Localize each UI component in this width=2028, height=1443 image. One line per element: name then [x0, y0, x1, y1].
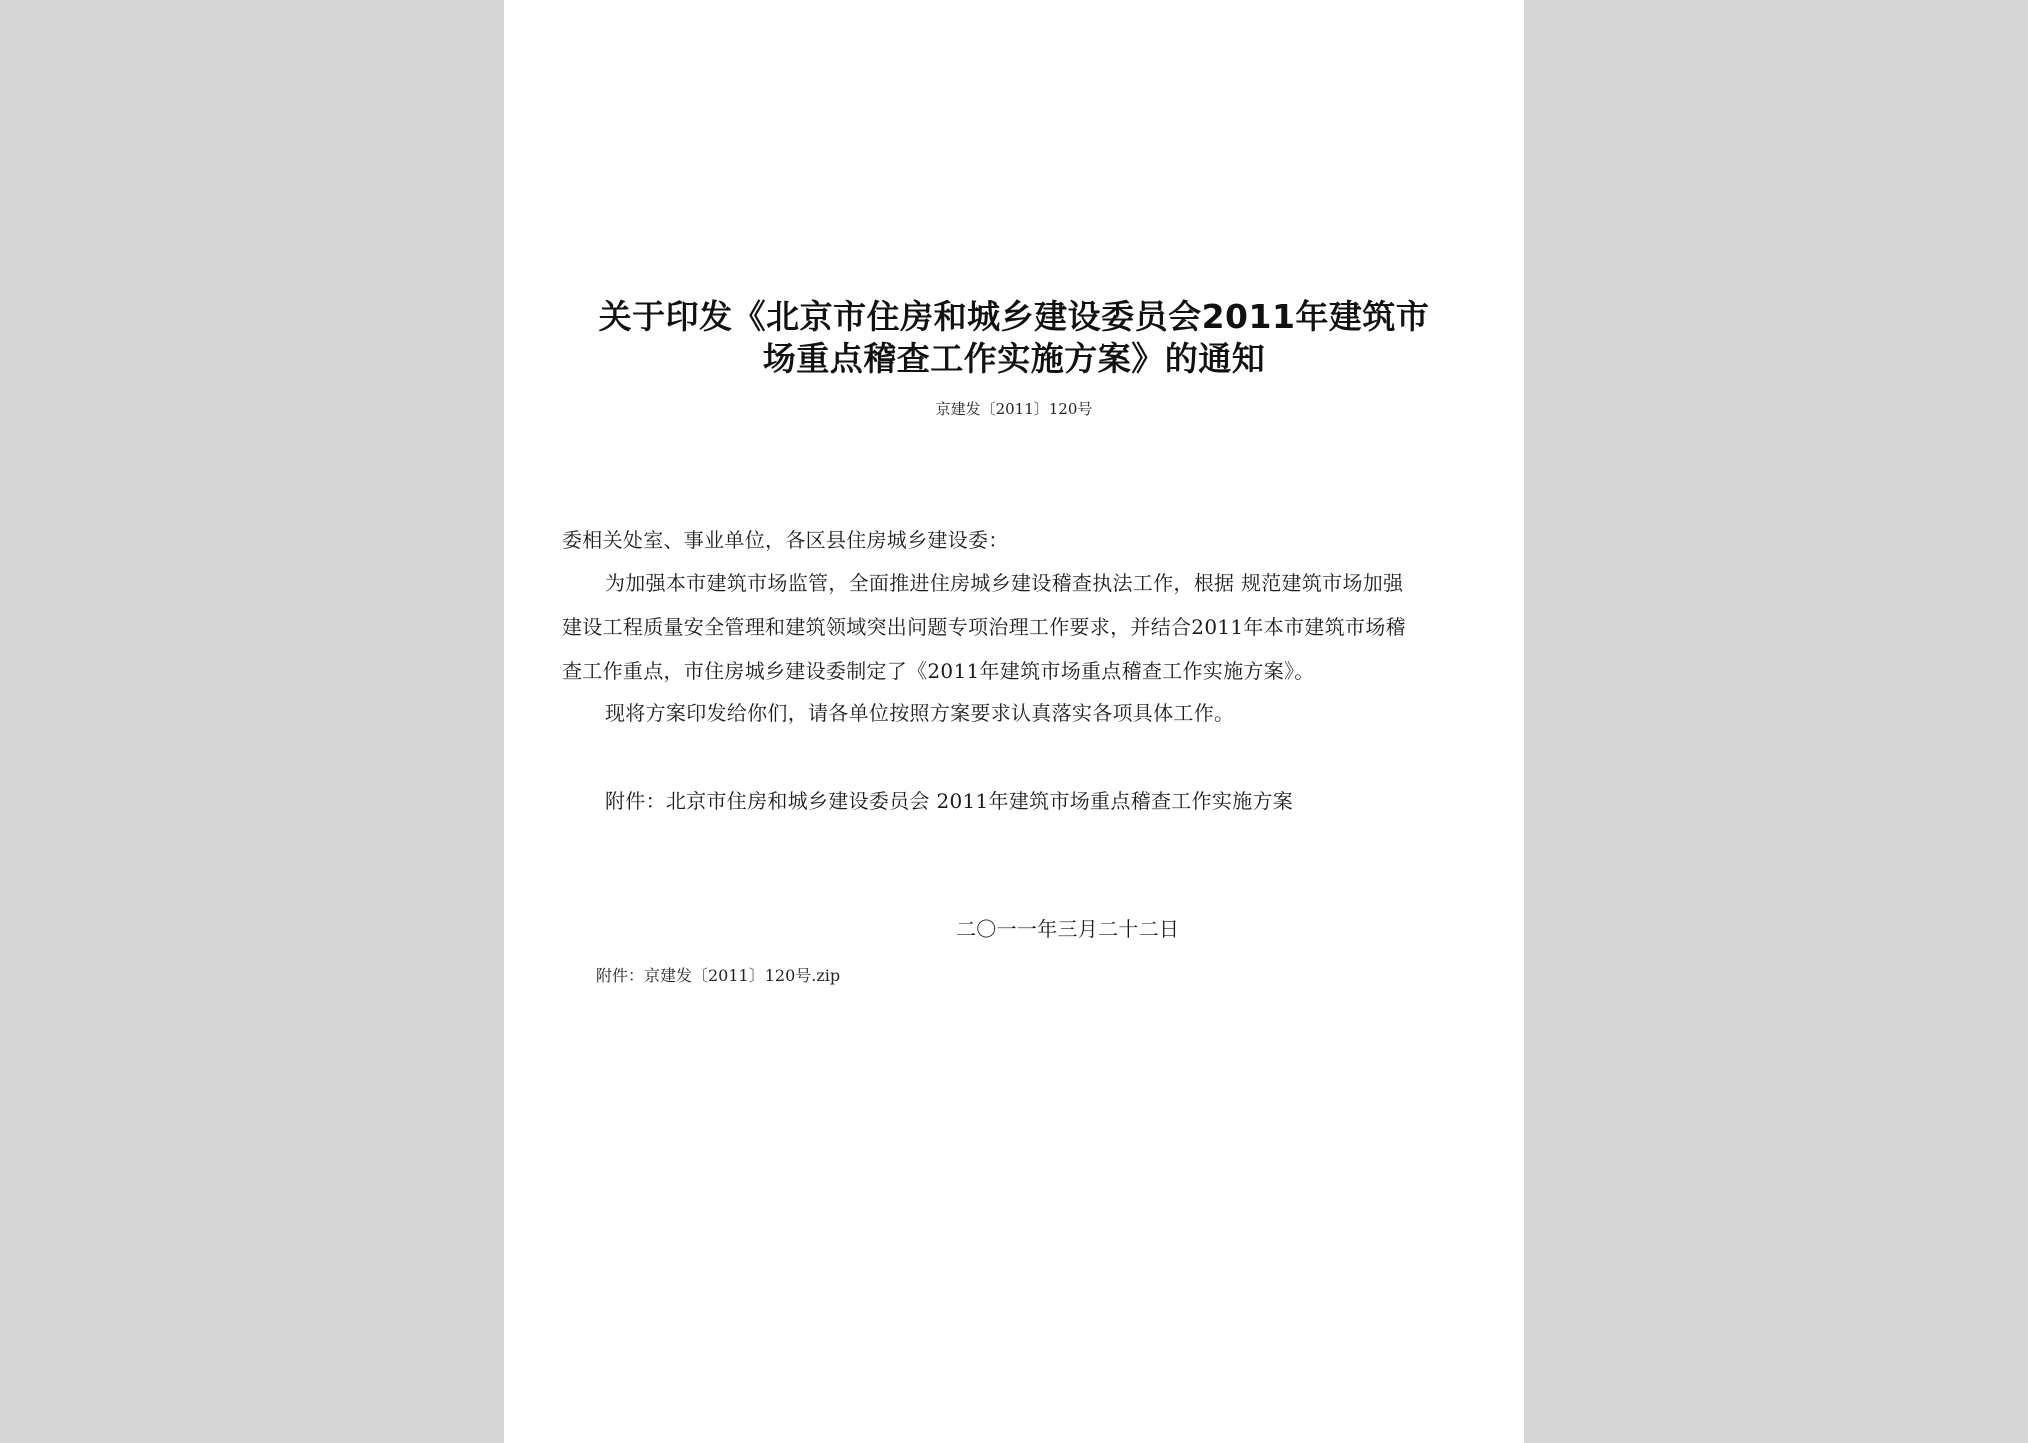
document-title-line-1: 关于印发《北京市住房和城乡建设委员会2011年建筑市	[598, 297, 1430, 336]
attachment-note: 附件：北京市住房和城乡建设委员会 2011年建筑市场重点稽查工作实施方案	[605, 789, 1294, 813]
document-number: 京建发〔2011〕120号	[935, 400, 1093, 418]
addressee: 委相关处室、事业单位，各区县住房城乡建设委：	[562, 528, 1009, 552]
paragraph-2: 现将方案印发给你们，请各单位按照方案要求认真落实各项具体工作。	[605, 701, 1235, 725]
file-attachment-link[interactable]: 附件：京建发〔2011〕120号.zip	[596, 966, 841, 985]
document-title-line-2: 场重点稽查工作实施方案》的通知	[762, 339, 1266, 378]
issue-date: 二〇一一年三月二十二日	[956, 917, 1180, 941]
paragraph-1-line-1: 为加强本市建筑市场监管，全面推进住房城乡建设稽查执法工作，根据 规范建筑市场加强	[605, 571, 1404, 595]
document-page	[504, 0, 1524, 1443]
paragraph-1-line-2: 建设工程质量安全管理和建筑领域突出问题专项治理工作要求，并结合2011年本市建筑市场稽	[562, 615, 1406, 639]
paragraph-1-line-3: 查工作重点，市住房城乡建设委制定了《2011年建筑市场重点稽查工作实施方案》。	[562, 659, 1315, 683]
